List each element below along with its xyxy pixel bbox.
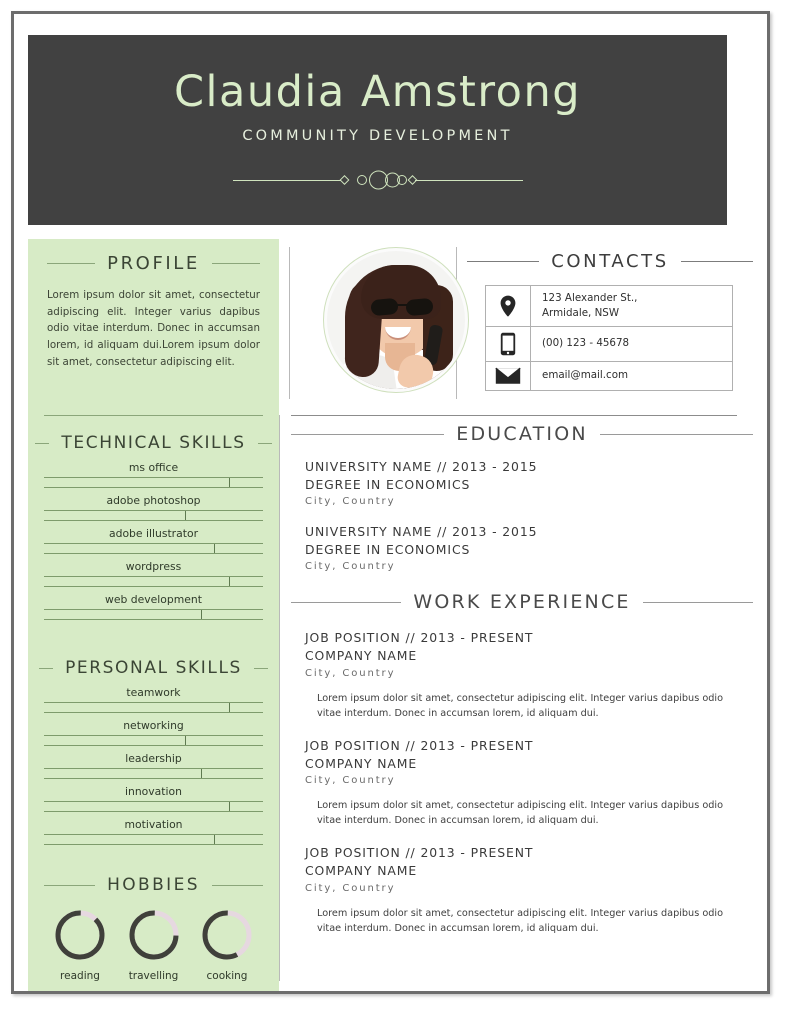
skill-level-bar [44,801,263,812]
skill-row [44,527,263,554]
mobile-phone-icon [486,326,531,361]
rule-right [681,261,753,262]
technical-skills-title-text: TECHNICAL SKILLS [61,433,246,453]
work-entry [305,844,739,935]
ornament-line-left [233,180,341,181]
skill-label: motivation [124,818,183,831]
entry-headline: UNIVERSITY NAME // 2013 - 2015 [305,459,538,474]
contacts-title-text: CONTACTS [551,251,669,272]
education-entry [305,458,739,510]
entry-subtitle: COMPANY NAME [305,862,418,878]
skill-label: networking [123,719,184,732]
rule-right [258,443,272,444]
lens-left [370,298,398,316]
skill-level-bar [44,543,263,554]
ornament-diamond-right [407,175,417,185]
contact-phone: (00) 123 - 45678 [531,326,733,361]
profile-section [28,239,279,407]
hobby-ring-chart [199,907,255,963]
top-band [14,239,767,407]
hobby-label: cooking [206,970,248,982]
profile-title [47,253,260,274]
entry-headline: JOB POSITION // 2013 - PRESENT [305,737,534,753]
skill-label: adobe illustrator [108,527,199,540]
hobby-item [46,907,114,982]
sidebar [28,407,279,991]
personal-skills-title [44,626,263,678]
entry-location: City, Country [305,496,396,508]
work-experience-title-text: WORK EXPERIENCE [413,591,631,614]
profile-text: Lorem ipsum dolor sit amet, consectetur adipiscing elit. Integer varius dapibus odio vitae interdum. Donec in accumsan lorem, id aliquam dui.Lorem ipsum dolor sit amet, consectetur adipiscing elit. [47,289,260,368]
work-experience-entries [291,629,753,935]
hobby-ring-chart [126,907,182,963]
resume-page [14,14,767,991]
skill-label: teamwork [126,686,181,699]
skill-level-bar [44,477,263,488]
skill-level-fill [44,703,230,712]
skill-level-fill [44,577,230,586]
ornament-diamond-left [339,175,349,185]
skill-label: wordpress [125,560,182,573]
skill-level-fill [44,610,202,619]
contact-row-phone [486,326,733,361]
contact-email: email@mail.com [531,361,733,390]
rule-left [44,885,95,886]
ornament-divider [233,168,523,192]
skill-level-fill [44,511,186,520]
entry-description: Lorem ipsum dolor sit amet, consectetur adipiscing elit. Integer varius dapibus odio vitae interdum. Donec in accumsan lorem, id aliquam dui. [317,800,724,827]
candidate-role: COMMUNITY DEVELOPMENT [242,128,513,145]
skill-row [44,560,263,587]
hobby-item [120,907,188,982]
skill-row [44,686,263,713]
entry-headline: JOB POSITION // 2013 - PRESENT [305,630,534,646]
divider-left [289,247,290,399]
ornament-circle-small-right [397,175,407,185]
work-entry [305,737,739,828]
hobby-ring-chart [52,907,108,963]
resume-page-frame [11,11,770,994]
skill-row [44,785,263,812]
address-line-2: Armidale, NSW [542,306,619,319]
technical-skills-list [44,461,263,620]
rule-right [212,885,263,886]
location-pin-icon [486,286,531,327]
education-title-text: EDUCATION [456,423,588,445]
column-divider [279,415,280,981]
skill-row [44,818,263,845]
entry-location: City, Country [305,561,396,573]
skill-level-bar [44,768,263,779]
hobbies-title [44,851,263,895]
hobby-label: reading [60,970,100,982]
rule-right [600,434,753,435]
rule-left [35,443,49,444]
skill-level-fill [44,802,230,811]
lens-right [405,298,433,316]
contact-row-email [486,361,733,390]
skill-level-bar [44,735,263,746]
ornament-line-right [415,180,523,181]
work-entry [305,629,739,720]
entry-location: City, Country [305,775,396,787]
rule-right [643,602,753,603]
envelope-icon [486,361,531,390]
entry-location: City, Country [305,882,396,894]
sidebar-top-divider [44,415,263,416]
entry-subtitle: DEGREE IN ECONOMICS [305,476,471,492]
skill-level-fill [44,544,215,553]
skill-row [44,752,263,779]
education-title [291,407,753,445]
entry-subtitle: DEGREE IN ECONOMICS [305,541,471,557]
entry-description: Lorem ipsum dolor sit amet, consectetur adipiscing elit. Integer varius dapibus odio vitae interdum. Donec in accumsan lorem, id aliquam dui. [317,907,724,934]
work-experience-title [291,575,753,613]
hobby-label: travelling [128,970,179,982]
rule-right [212,263,260,264]
rule-left [47,263,95,264]
main-column [291,407,753,991]
hobby-item [193,907,261,982]
rule-left [291,602,401,603]
entry-headline: JOB POSITION // 2013 - PRESENT [305,845,534,861]
ornament-circle-small-left [357,175,367,185]
rule-right [254,668,268,669]
entry-description: Lorem ipsum dolor sit amet, consectetur adipiscing elit. Integer varius dapibus odio vitae interdum. Donec in accumsan lorem, id aliquam dui. [317,692,724,719]
contact-row-address [486,286,733,327]
skill-label: leadership [125,752,182,765]
skill-level-fill [44,736,186,745]
skill-level-bar [44,510,263,521]
entry-location: City, Country [305,667,396,679]
skill-row [44,461,263,488]
hobbies-list [46,907,261,982]
technical-skills-title [44,407,263,453]
skill-level-fill [44,769,202,778]
profile-title-text: PROFILE [107,253,200,274]
education-entries [291,458,753,575]
personal-skills-title-text: PERSONAL SKILLS [65,658,242,678]
photo-column [279,239,467,407]
contacts-section [467,239,753,407]
education-entry [305,523,739,575]
skill-label: web development [105,593,202,606]
skill-level-bar [44,609,263,620]
skill-row [44,719,263,746]
skill-level-fill [44,478,230,487]
skill-row [44,593,263,620]
skill-label: adobe photoshop [106,494,201,507]
skill-row [44,494,263,521]
rule-left [467,261,539,262]
skill-level-bar [44,576,263,587]
contacts-table [485,285,733,391]
sunglasses-icon [371,299,433,316]
entry-headline: UNIVERSITY NAME // 2013 - 2015 [305,524,538,540]
skill-level-fill [44,835,215,844]
personal-skills-list [44,686,263,845]
resume-header [28,35,727,225]
skill-level-bar [44,702,263,713]
contacts-title [467,251,753,272]
entry-subtitle: COMPANY NAME [305,755,418,771]
lower-band [14,407,767,991]
candidate-name: Claudia Amstrong [174,67,581,117]
avatar [323,247,469,393]
skill-label: ms office [128,461,179,474]
avatar-image [327,251,465,389]
hobbies-title-text: HOBBIES [107,875,200,895]
rule-left [291,434,444,435]
address-line-1: 123 Alexander St., [542,292,638,304]
skill-level-bar [44,834,263,845]
entry-subtitle: COMPANY NAME [305,648,418,664]
skill-label: innovation [125,785,182,798]
contact-address [531,286,733,327]
rule-left [39,668,53,669]
